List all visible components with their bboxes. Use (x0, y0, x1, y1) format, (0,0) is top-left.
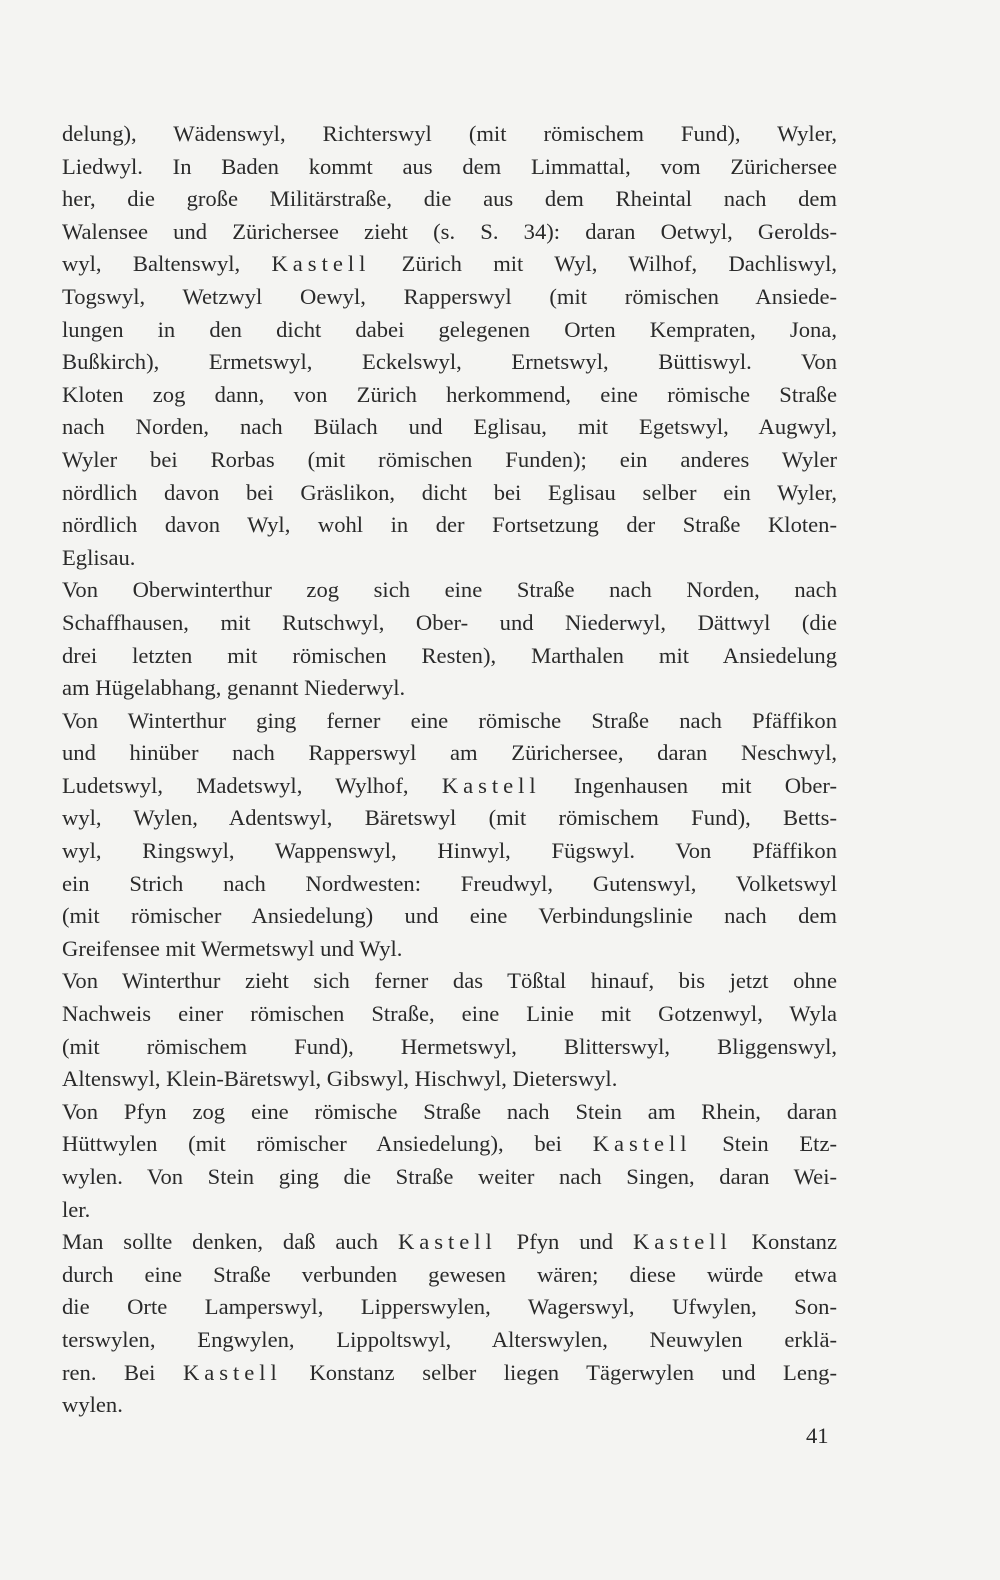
text-line: Wyler bei Rorbas (mit römischen Funden); ein anderes Wyler (62, 446, 837, 472)
text-line: Togswyl, Wetzwyl Oewyl, Rapperswyl (mit römischen Ansiede- (62, 283, 837, 309)
text-line: ren. Bei Kastell Konstanz selber liegen Tägerwylen und Leng- (62, 1359, 837, 1385)
text-line: lungen in den dicht dabei gelegenen Orten Kempraten, Jona, (62, 316, 837, 342)
page-text (62, 118, 837, 1422)
text-line: nördlich davon bei Gräslikon, dicht bei Eglisau selber ein Wyler, (62, 479, 837, 505)
text-line: (mit römischem Fund), Hermetswyl, Blitterswyl, Bliggenswyl, (62, 1033, 837, 1059)
text-line: Bußkirch), Ermetswyl, Eckelswyl, Ernetswyl, Büttiswyl. Von (62, 349, 837, 375)
text-line: Schaffhausen, mit Rutschwyl, Ober- und Niederwyl, Dättwyl (die (62, 609, 837, 635)
text-line: Von Oberwinterthur zog sich eine Straße nach Norden, nach (62, 577, 837, 603)
text-line: Altenswyl, Klein-Bäretswyl, Gibswyl, Hischwyl, Dieterswyl. (62, 1066, 618, 1092)
page-number: 41 (806, 1423, 829, 1448)
text-line: delung), Wädenswyl, Richterswyl (mit römischem Fund), Wyler, (62, 121, 837, 146)
text-line: Von Winterthur zieht sich ferner das Tößtal hinauf, bis jetzt ohne (62, 968, 837, 994)
text-line: wylen. (62, 1392, 123, 1418)
text-line: wylen. Von Stein ging die Straße weiter nach Singen, daran Wei- (62, 1164, 837, 1189)
text-line: wyl, Baltenswyl, Kastell Zürich mit Wyl, Wilhof, Dachliswyl, (62, 251, 837, 277)
text-line: wyl, Ringswyl, Wappenswyl, Hinwyl, Fügswyl. Von Pfäffikon (62, 838, 837, 864)
text-line: und hinüber nach Rapperswyl am Zürichersee, daran Neschwyl, (62, 740, 837, 766)
text-line: am Hügelabhang, genannt Niederwyl. (62, 675, 406, 701)
emphasis-kastell: Kastell (271, 251, 371, 277)
text-line: Greifensee mit Wermetswyl und Wyl. (62, 935, 403, 961)
text-line: Von Winterthur ging ferner eine römische Straße nach Pfäffikon (62, 707, 837, 733)
text-line: wyl, Wylen, Adentswyl, Bäretswyl (mit römischem Fund), Betts- (62, 805, 837, 831)
text-line: nach Norden, nach Bülach und Eglisau, mit Egetswyl, Augwyl, (62, 414, 837, 440)
text-line: her, die große Militärstraße, die aus dem Rheintal nach dem (62, 186, 837, 212)
text-line: drei letzten mit römischen Resten), Marthalen mit Ansiedelung (62, 642, 837, 668)
text-line: Nachweis einer römischen Straße, eine Linie mit Gotzenwyl, Wyla (62, 1001, 837, 1027)
emphasis-kastell: Kastell (632, 1229, 732, 1255)
text-line: Walensee und Zürichersee zieht (s. S. 34): daran Oetwyl, Gerolds- (62, 218, 837, 244)
paragraph-1 (62, 118, 837, 574)
text-line: Hüttwylen (mit römischer Ansiedelung), bei Kastell Stein Etz- (62, 1131, 838, 1157)
emphasis-kastell: Kastell (592, 1131, 692, 1157)
emphasis-kastell: Kastell (397, 1229, 497, 1255)
paragraph-5 (62, 1096, 837, 1226)
emphasis-kastell: Kastell (441, 772, 541, 798)
text-line: durch eine Straße verbunden gewesen wären; diese würde etwa (62, 1261, 837, 1287)
text-line: ein Strich nach Nordwesten: Freudwyl, Gutenswyl, Volketswyl (62, 870, 837, 896)
text-line: Ludetswyl, Madetswyl, Wylhof, Kastell Ingenhausen mit Ober- (62, 772, 837, 798)
paragraph-3 (62, 705, 837, 966)
text-line: terswylen, Engwylen, Lippoltswyl, Alterswylen, Neuwylen erklä- (62, 1326, 837, 1352)
text-line: ler. (62, 1196, 91, 1222)
text-line: Von Pfyn zog eine römische Straße nach Stein am Rhein, daran (62, 1098, 837, 1124)
paragraph-4 (62, 965, 837, 1095)
text-line: Man sollte denken, daß auch Kastell Pfyn und Kastell Konstanz (62, 1229, 837, 1255)
text-line: Eglisau. (62, 544, 136, 570)
text-line: die Orte Lamperswyl, Lipperswylen, Wagerswyl, Ufwylen, Son- (62, 1294, 837, 1320)
text-line: (mit römischer Ansiedelung) und eine Verbindungslinie nach dem (62, 903, 837, 929)
paragraph-2 (62, 574, 837, 704)
text-line: nördlich davon Wyl, wohl in der Fortsetzung der Straße Kloten- (62, 512, 837, 538)
paragraph-6 (62, 1226, 837, 1422)
text-line: Kloten zog dann, von Zürich herkommend, eine römische Straße (62, 381, 837, 407)
text-line: Liedwyl. In Baden kommt aus dem Limmattal, vom Zürichersee (62, 153, 837, 179)
emphasis-kastell: Kastell (183, 1359, 282, 1385)
